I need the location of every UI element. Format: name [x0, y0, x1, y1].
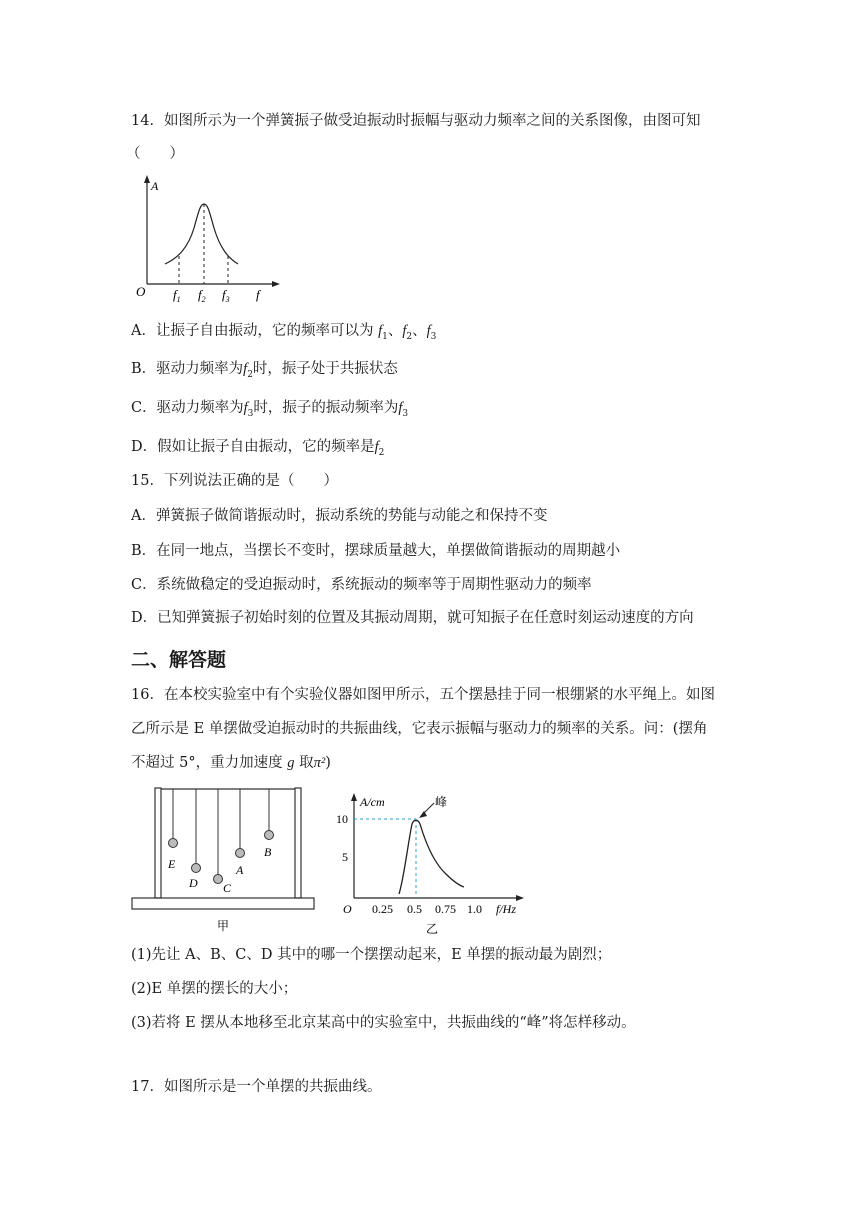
fig-yi-resonance-chart	[334, 788, 528, 936]
yi-x-tick-10: 1.0	[467, 902, 482, 916]
q14-y-arrow	[144, 175, 150, 183]
q14-paren: （ ）	[126, 146, 184, 162]
yi-x-axis-label: f/Hz	[496, 902, 517, 916]
q15-option-a: A．弹簧振子做简谐振动时，振动系统的势能与动能之和保持不变	[131, 508, 548, 524]
q14-axis-y-label: A	[151, 179, 159, 193]
pendulum-d-bob	[192, 864, 201, 873]
q16-line-3: 不超过 5°，重力加速度 g 取π²)	[131, 755, 331, 771]
yi-x-tick-075: 0.75	[435, 902, 456, 916]
yi-y-tick-5: 5	[342, 850, 348, 864]
yi-x-tick-05: 0.5	[407, 902, 422, 916]
yi-origin-label: O	[343, 902, 352, 916]
q15-option-b: B．在同一地点，当摆长不变时，摆球质量越大，单摆做简谐振动的周期越小	[131, 543, 621, 559]
q14-option-a: A．让振子自由振动，它的频率可以为 $f_1$、$f_2$、$f_3$	[131, 323, 437, 342]
q14-x-arrow	[272, 281, 280, 287]
yi-peak-label: 峰	[435, 795, 448, 809]
q14-option-b: B．驱动力频率为$f_2$时，振子处于共振状态	[131, 361, 398, 380]
apparatus-left-post	[155, 788, 161, 898]
fig-jia-pendulum-apparatus	[130, 785, 316, 935]
yi-y-tick-10: 10	[336, 812, 348, 826]
fig-yi-caption: 乙	[426, 922, 439, 936]
q14-resonance-figure	[132, 172, 282, 307]
q16-line-1: 16．在本校实验室中有个实验仪器如图甲所示，五个摆悬挂于同一根绷紧的水平绳上。如图	[131, 687, 715, 703]
q17-stem: 17．如图所示是一个单摆的共振曲线。	[131, 1079, 382, 1095]
pendulum-label-a: A	[236, 863, 244, 877]
q14-origin-label: O	[136, 284, 146, 299]
pendulum-label-b: B	[264, 845, 272, 859]
q15-stem: 15．下列说法正确的是（ ）	[131, 473, 338, 489]
yi-peak-arrowhead	[419, 811, 427, 818]
apparatus-right-post	[295, 788, 301, 898]
q14-option-c: C．驱动力频率为$f_3$时，振子的振动频率为$f_3$	[131, 400, 409, 419]
q14-resonance-curve	[165, 204, 238, 264]
pendulum-e-bob	[169, 839, 178, 848]
q14-stem: 14．如图所示为一个弹簧振子做受迫振动时振幅与驱动力频率之间的关系图像，由图可知	[131, 113, 701, 129]
yi-x-tick-025: 0.25	[372, 902, 393, 916]
q14-axis-x-label: f	[256, 287, 260, 302]
pendulum-b-bob	[265, 831, 274, 840]
pendulum-a-bob	[236, 849, 245, 858]
section-title: 二、解答题	[131, 649, 227, 671]
yi-y-axis-label: A/cm	[360, 795, 385, 809]
pendulum-label-d: D	[189, 876, 198, 890]
fig-jia-caption: 甲	[217, 919, 230, 933]
pendulum-label-e: E	[168, 857, 176, 871]
yi-y-arrow	[351, 793, 357, 801]
q14-tick-f2: $f_2$	[198, 287, 206, 304]
pendulum-label-c: C	[223, 881, 232, 895]
yi-resonance-curve	[399, 820, 464, 894]
q15-option-c: C．系统做稳定的受迫振动时，系统振动的频率等于周期性驱动力的频率	[131, 577, 592, 593]
q16-sub-3: (3)若将 E 摆从本地移至北京某高中的实验室中，共振曲线的“峰”将怎样移动。	[131, 1015, 636, 1031]
q14-tick-f1: $f_1$	[173, 287, 181, 304]
q16-line-2: 乙所示是 E 单摆做受迫振动时的共振曲线，它表示振幅与驱动力的频率的关系。问：(摆角	[131, 721, 708, 737]
q15-option-d: D．已知弹簧振子初始时刻的位置及其振动周期，就可知振子在任意时刻运动速度的方向	[131, 610, 694, 626]
q14-option-d: D．假如让振子自由振动，它的频率是$f_2$	[131, 439, 385, 458]
yi-x-arrow	[516, 895, 524, 901]
pendulum-c-bob	[214, 875, 223, 884]
apparatus-base	[132, 898, 314, 909]
q16-sub-2: (2)E 单摆的摆长的大小；	[131, 981, 298, 997]
q14-tick-f3: $f_3$	[222, 287, 230, 304]
q16-sub-1: (1)先让 A、B、C、D 其中的哪一个摆摆动起来，E 单摆的振动最为剧烈；	[131, 947, 612, 963]
